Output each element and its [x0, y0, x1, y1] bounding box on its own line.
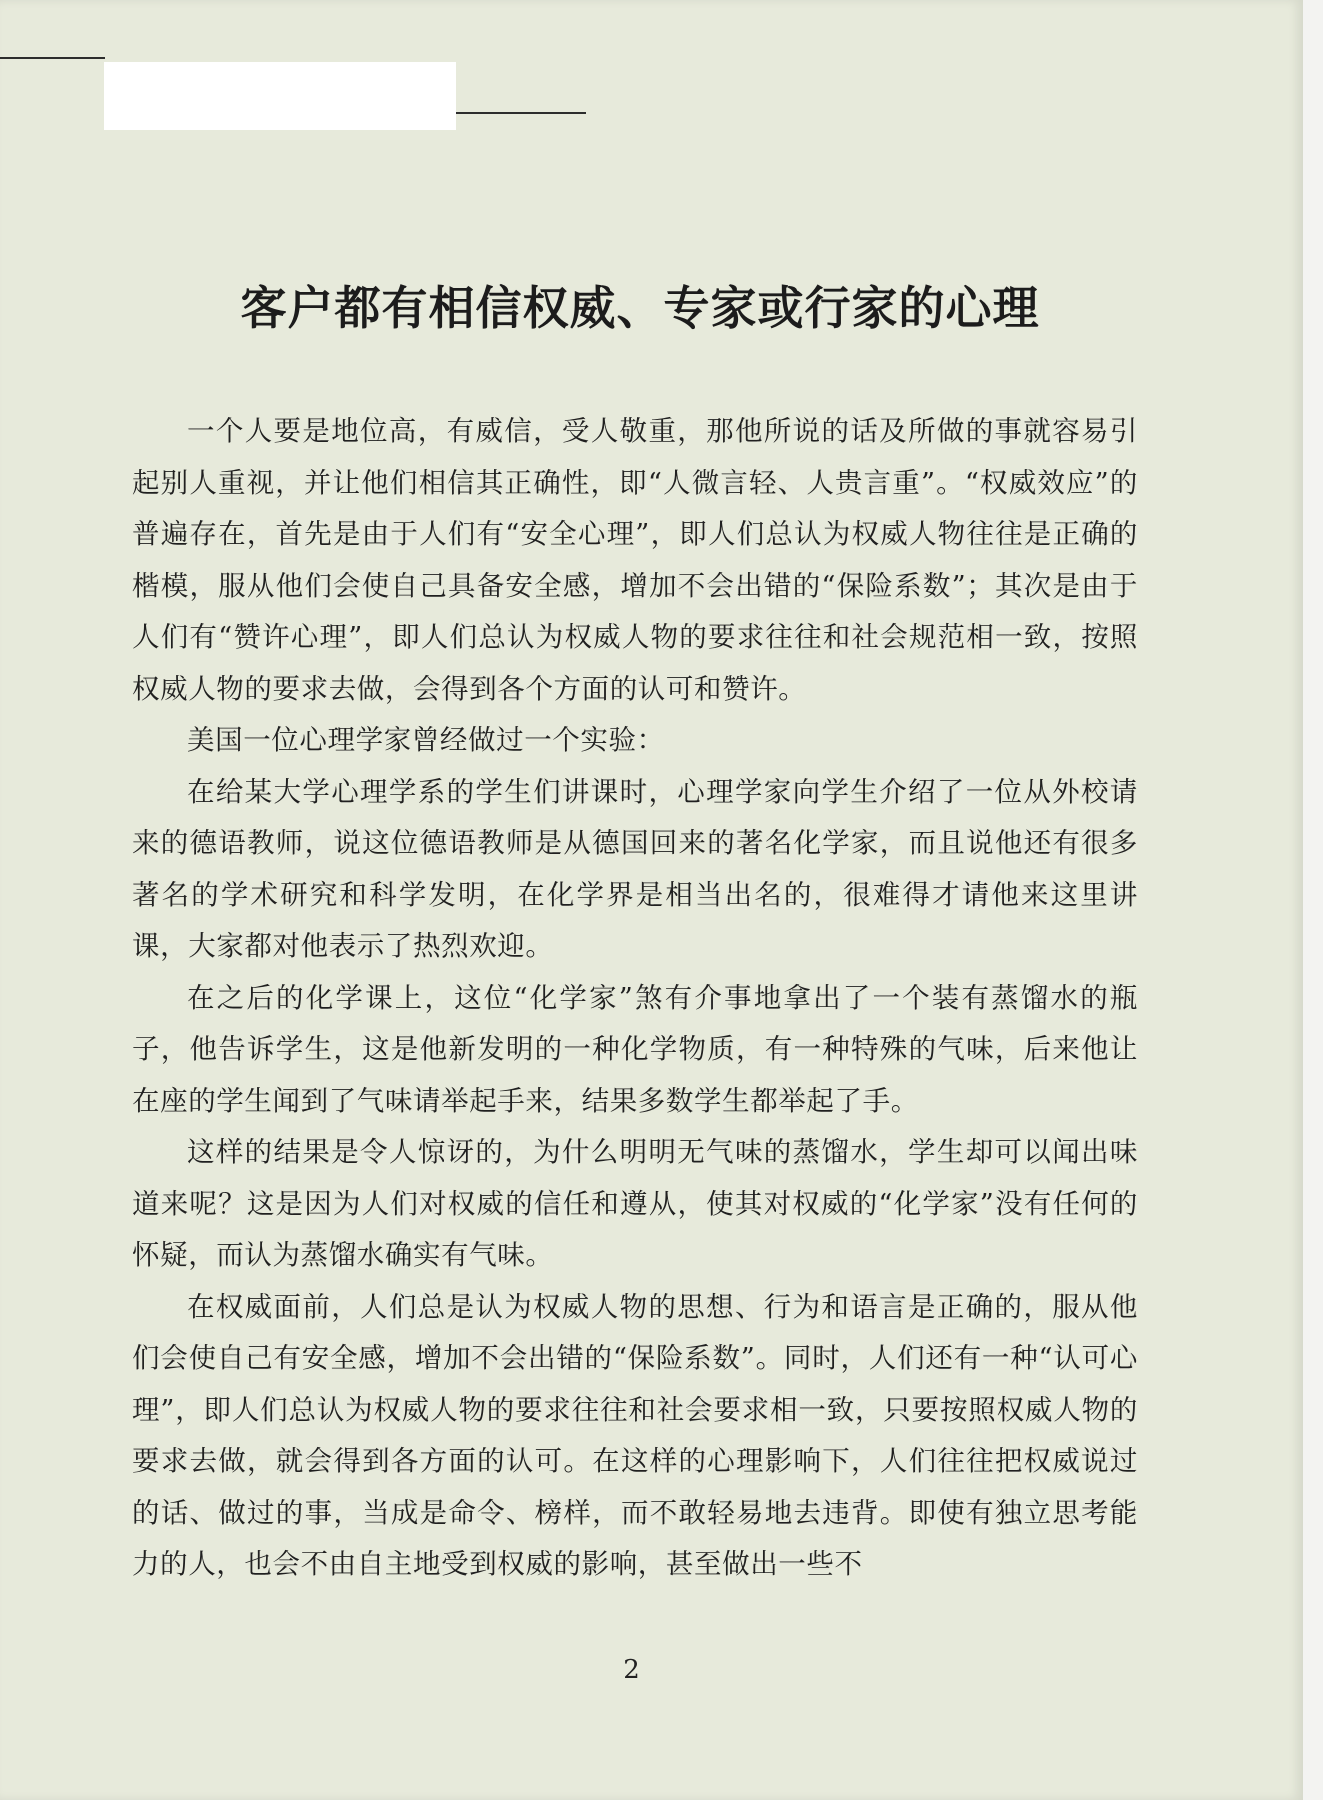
paragraph: 这样的结果是令人惊讶的，为什么明明无气味的蒸馏水，学生却可以闻出味道来呢？这是因为人们对权威的信任和遵从，使其对权威的“化学家”没有任何的怀疑，而认为蒸馏水确实有气味。 [132, 1136, 1138, 1271]
body-text [132, 406, 1138, 1591]
page-number: 2 [623, 1655, 640, 1685]
paragraph: 在给某大学心理学系的学生们讲课时，心理学家向学生介绍了一位从外校请来的德语教师，说这位德语教师是从德国回来的著名化学家，而且说他还有很多著名的学术研究和科学发明，在化学界是相当出名的，很难得才请他来这里讲课，大家都对他表示了热烈欢迎。 [132, 775, 1138, 962]
header-redaction [104, 62, 456, 130]
header-rule-right [456, 112, 586, 114]
paragraph: 美国一位心理学家曾经做过一个实验： [187, 724, 665, 756]
header-rule-left [0, 57, 105, 59]
paragraph: 在权威面前，人们总是认为权威人物的思想、行为和语言是正确的，服从他们会使自己有安全感，增加不会出错的“保险系数”。同时，人们还有一种“认可心理”，即人们总认为权威人物的要求往往和社会要求相一致，只要按照权威人物的要求去做，就会得到各方面的认可。在这样的心理影响下，人们往往把权威说过的话、做过的事，当成是命令、榜样，而不敢轻易地去违背。即使有独立思考能力的人，也会不由自主地受到权威的影响，甚至做出一些不 [132, 1290, 1138, 1580]
paragraph: 一个人要是地位高，有威信，受人敬重，那他所说的话及所做的事就容易引起别人重视，并让他们相信其正确性，即“人微言轻、人贵言重”。“权威效应”的普遍存在，首先是由于人们有“安全心理”，即人们总认为权威人物往往是正确的楷模，服从他们会使自己具备安全感，增加不会出错的“保险系数”；其次是由于人们有“赞许心理”，即人们总认为权威人物的要求往往和社会规范相一致，按照权威人物的要求去做，会得到各个方面的认可和赞许。 [132, 415, 1138, 705]
page-edge [1303, 0, 1323, 1800]
paragraph: 在之后的化学课上，这位“化学家”煞有介事地拿出了一个装有蒸馏水的瓶子，他告诉学生，这是他新发明的一种化学物质，有一种特殊的气味，后来他让在座的学生闻到了气味请举起手来，结果多数学生都举起了手。 [132, 981, 1138, 1117]
chapter-title: 客户都有相信权威、专家或行家的心理 [240, 281, 1040, 335]
